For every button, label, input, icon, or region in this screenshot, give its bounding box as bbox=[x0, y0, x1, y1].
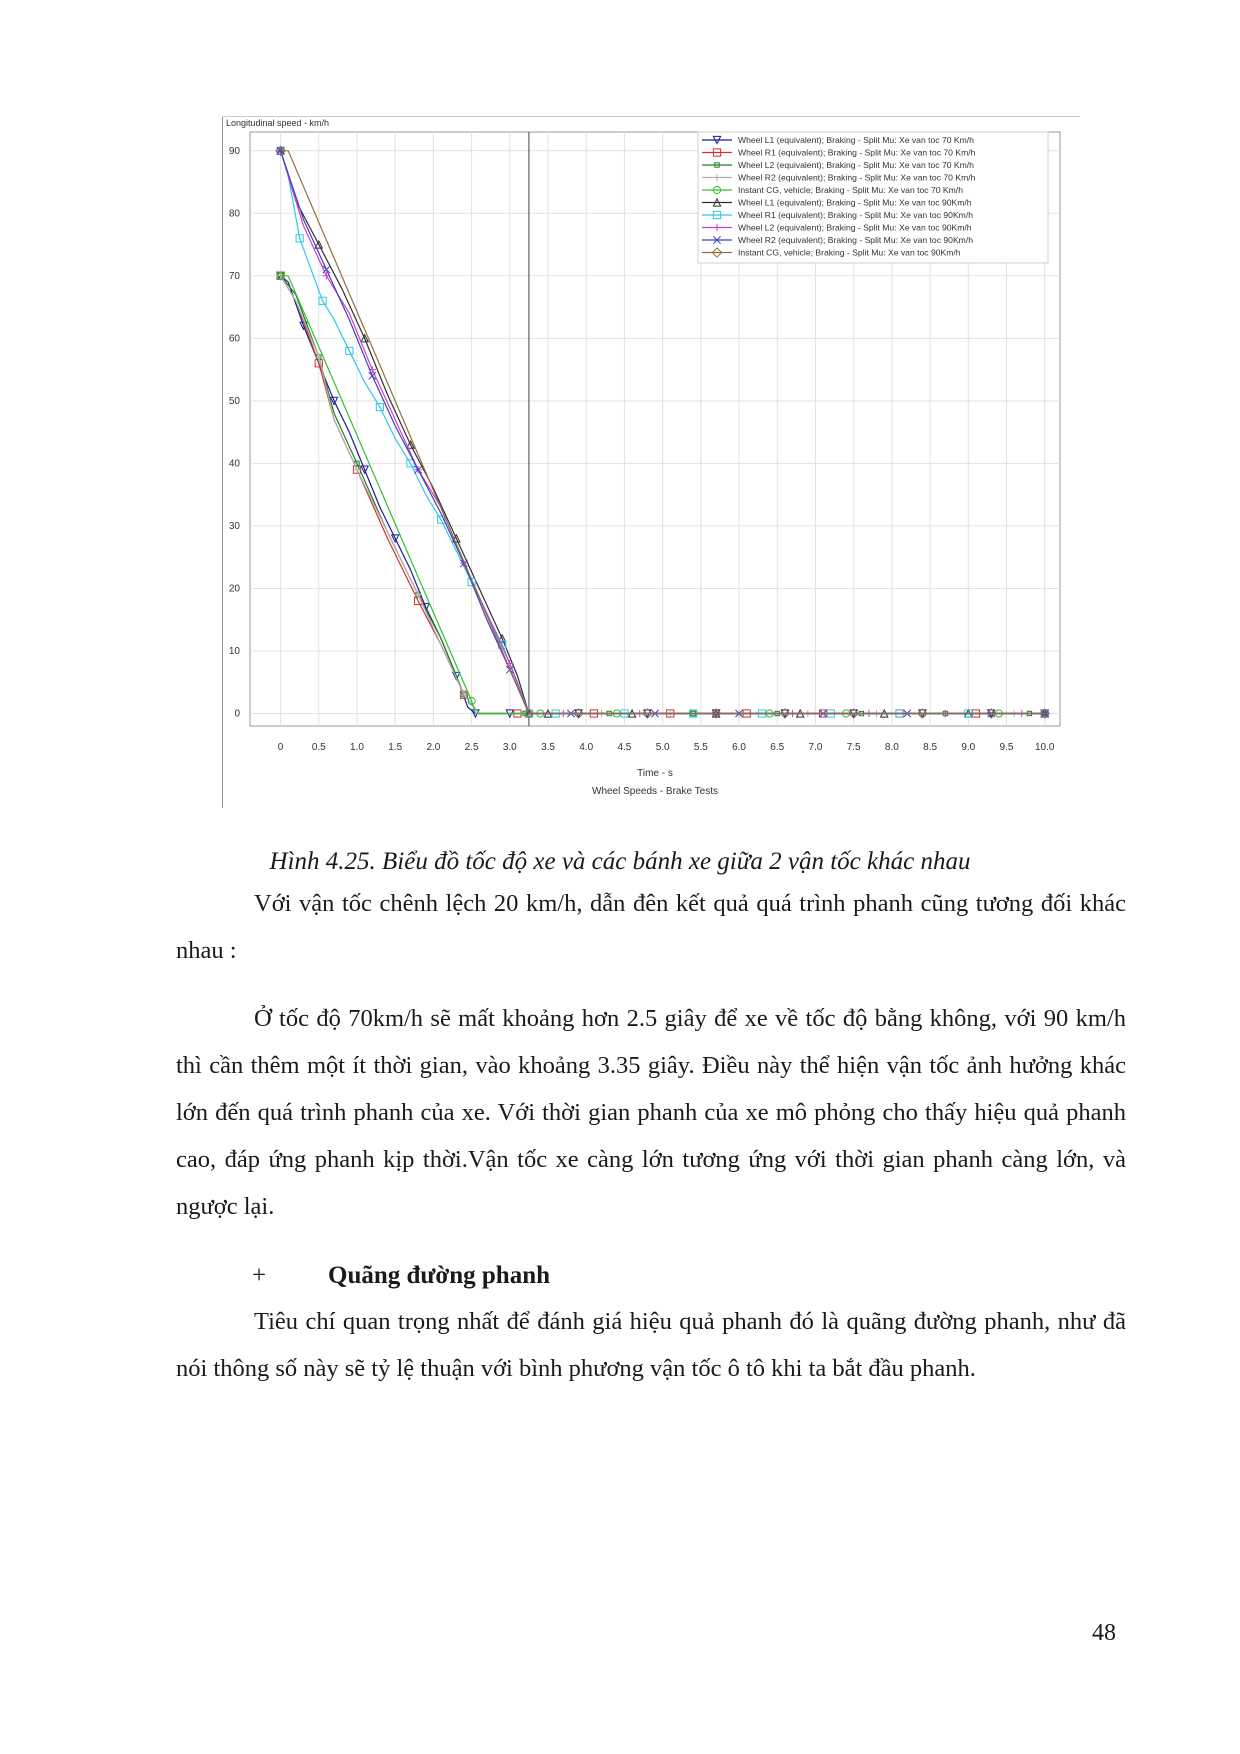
x-axis-label: Time - s bbox=[637, 768, 673, 779]
x-tick-label: 3.0 bbox=[502, 742, 517, 753]
page-number: 48 bbox=[1092, 1620, 1116, 1646]
x-tick-label: 2.5 bbox=[464, 742, 479, 753]
heading-bullet: + bbox=[252, 1262, 267, 1289]
x-tick-label: 1.5 bbox=[388, 742, 403, 753]
x-tick-label: 5.0 bbox=[655, 742, 670, 753]
paragraph-3-text: Tiêu chí quan trọng nhất để đánh giá hiệu quả phanh đó là quãng đường phanh, như đã nói thông số này sẽ tỷ lệ thuận với bình phương vận tốc ô tô khi ta bắt đầu phanh. bbox=[176, 1308, 1126, 1382]
x-tick-label: 5.5 bbox=[693, 742, 708, 753]
paragraph-2-text: Ở tốc độ 70km/h sẽ mất khoảng hơn 2.5 giây để xe về tốc độ bằng không, với 90 km/h thì cần thêm một ít thời gian, vào khoảng 3.35 giây. Điều này thể hiện vận tốc ảnh hưởng khác lớn đến quá trình phanh của xe. Với thời gian phanh của xe mô phỏng cho thấy hiệu quả phanh cao, đáp ứng phanh kịp thời.Vận tốc xe càng lớn tương ứng với thời gian phanh càng lớn, và ngược lại. bbox=[176, 1005, 1126, 1220]
speed-chart bbox=[222, 116, 1080, 808]
x-tick-label: 6.0 bbox=[732, 742, 747, 753]
legend-entry-8: Wheel L2 (equivalent); Braking - Split Mu: Xe van toc 90Km/h bbox=[738, 222, 972, 233]
y-tick-label: 20 bbox=[228, 583, 240, 595]
y-tick-label: 30 bbox=[228, 520, 240, 532]
legend-entry-1: Wheel L1 (equivalent); Braking - Split Mu: Xe van toc 70 Km/h bbox=[738, 135, 974, 145]
legend-entry-5: Instant CG, vehicle; Braking - Split Mu: Xe van toc 70 Km/h bbox=[738, 185, 963, 195]
y-tick-label: 10 bbox=[228, 645, 240, 657]
section-heading bbox=[252, 1262, 550, 1290]
x-tick-label: 9.5 bbox=[999, 742, 1014, 753]
x-tick-label: 7.0 bbox=[808, 742, 823, 753]
legend-entry-10: Instant CG, vehicle; Braking - Split Mu: Xe van toc 90Km/h bbox=[738, 247, 961, 258]
y-tick-label: 40 bbox=[228, 458, 240, 470]
paragraph-2 bbox=[176, 995, 1126, 1230]
legend-entry-9: Wheel R2 (equivalent); Braking - Split Mu: Xe van toc 90Km/h bbox=[738, 235, 974, 245]
y-axis-label: Longitudinal speed - km/h bbox=[226, 118, 330, 128]
y-tick-label: 90 bbox=[228, 145, 240, 157]
chart-title: Wheel Speeds - Brake Tests bbox=[592, 786, 718, 797]
x-tick-label: 6.5 bbox=[770, 742, 785, 753]
x-tick-label: 0.5 bbox=[311, 742, 326, 753]
x-tick-label: 4.5 bbox=[617, 742, 632, 753]
figure-caption: Hình 4.25. Biểu đồ tốc độ xe và các bánh xe giữa 2 vận tốc khác nhau bbox=[269, 848, 971, 875]
x-tick-label: 3.5 bbox=[541, 742, 555, 753]
legend-entry-4: Wheel R2 (equivalent); Braking - Split Mu: Xe van toc 70 Km/h bbox=[738, 172, 976, 183]
x-tick-label: 0 bbox=[277, 742, 284, 753]
x-tick-label: 10.0 bbox=[1034, 742, 1055, 753]
legend-entry-3: Wheel L2 (equivalent); Braking - Split Mu: Xe van toc 70 Km/h bbox=[738, 160, 974, 170]
y-tick-label: 50 bbox=[228, 395, 240, 407]
x-tick-label: 1.0 bbox=[350, 742, 364, 753]
x-tick-label: 9.0 bbox=[961, 742, 976, 753]
paragraph-1 bbox=[176, 880, 1126, 974]
heading-text: Quãng đường phanh bbox=[328, 1262, 551, 1289]
x-tick-label: 7.5 bbox=[846, 742, 861, 753]
legend-entry-6: Wheel L1 (equivalent); Braking - Split Mu: Xe van toc 90Km/h bbox=[738, 197, 972, 208]
paragraph-1-text: Với vận tốc chênh lệch 20 km/h, dẫn đên kết quả quá trình phanh cũng tương đối khác nhau : bbox=[176, 890, 1126, 964]
y-tick-label: 0 bbox=[234, 708, 240, 720]
y-tick-label: 70 bbox=[228, 270, 240, 282]
y-tick-label: 80 bbox=[228, 208, 240, 220]
x-tick-label: 4.0 bbox=[579, 742, 594, 753]
paragraph-3 bbox=[176, 1298, 1126, 1392]
x-tick-label: 8.5 bbox=[923, 742, 938, 753]
x-tick-label: 2.0 bbox=[426, 742, 441, 753]
legend-entry-2: Wheel R1 (equivalent); Braking - Split Mu: Xe van toc 70 Km/h bbox=[738, 147, 976, 158]
y-tick-label: 60 bbox=[228, 333, 240, 345]
speed-chart-svg bbox=[222, 116, 1080, 808]
legend-entry-7: Wheel R1 (equivalent); Braking - Split Mu: Xe van toc 90Km/h bbox=[738, 210, 974, 220]
x-tick-label: 8.0 bbox=[884, 742, 899, 753]
